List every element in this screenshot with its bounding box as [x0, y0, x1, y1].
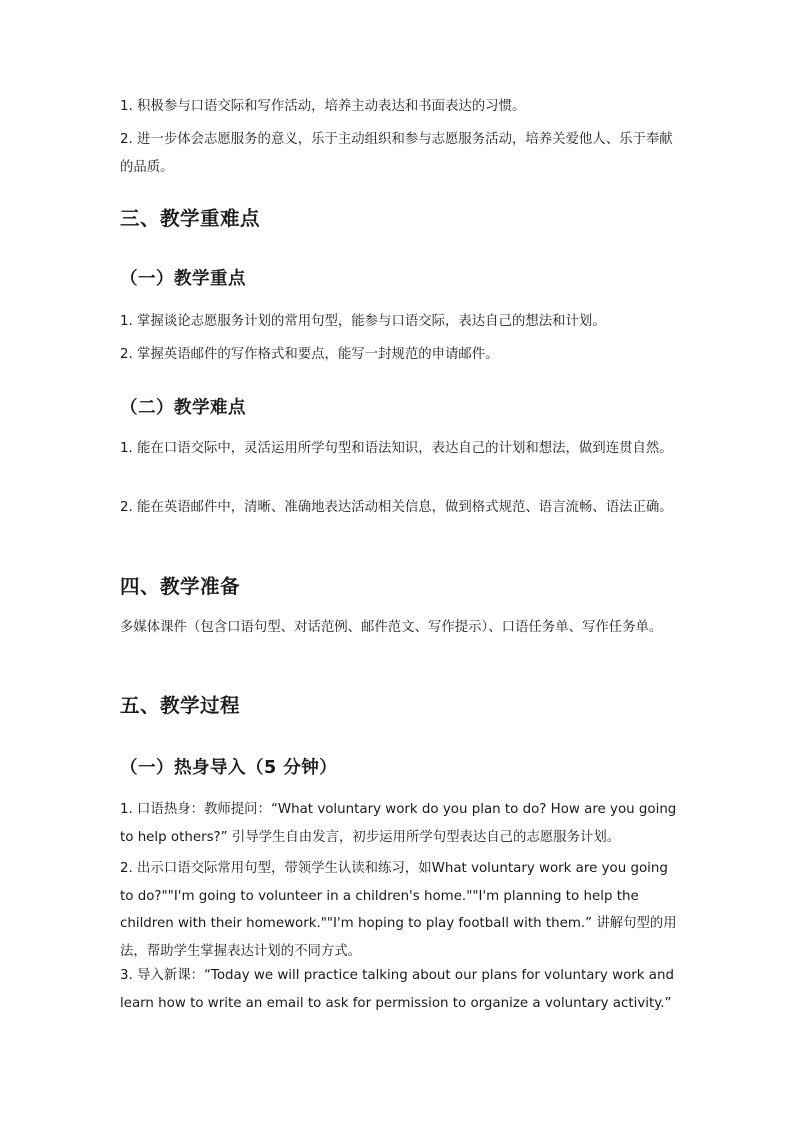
section-heading-4: 四、教学准备 — [120, 575, 241, 598]
warmup-item-1: 1. 口语热身：教师提问：“What voluntary work do you plan to do? How are you going to help others?” 引导学生自由发言，初步运用所学句型表达自己的志愿服务计划。 — [120, 802, 677, 845]
warmup-item-3: 3. 导入新课：“Today we will practice talking about our plans for voluntary work and learn how to write an email to ask for permission to organize a voluntary activity.” — [120, 968, 674, 1011]
section-heading-3: 三、教学重难点 — [120, 207, 261, 230]
warmup-item-2: 2. 出示口语交际常用句型，带领学生认读和练习，如What voluntary work are you going to do?""I'm going to volunteer in a children's home.""I'm planning to help the children with their homework.""I'm hoping to play football with them.” 讲解句型的用法，帮助学生掌握表达计划的不同方式。 — [120, 861, 677, 959]
section-heading-5: 五、教学过程 — [120, 694, 241, 717]
difficult-point-1: 1. 能在口语交际中，灵活运用所学句型和语法知识，表达自己的计划和想法，做到连贯自然。 — [120, 441, 673, 456]
goal-item-1: 1. 积极参与口语交际和写作活动，培养主动表达和书面表达的习惯。 — [120, 99, 526, 114]
subsection-heading-key-points: （一）教学重点 — [120, 269, 246, 289]
subsection-heading-warmup: （一）热身导入（5 分钟） — [120, 758, 338, 778]
key-point-2: 2. 掌握英语邮件的写作格式和要点，能写一封规范的申请邮件。 — [120, 347, 499, 362]
preparation-text: 多媒体课件（包含口语句型、对话范例、邮件范文、写作提示）、口语任务单、写作任务单。 — [120, 620, 663, 635]
goal-item-2: 2. 进一步体会志愿服务的意义，乐于主动组织和参与志愿服务活动，培养关爱他人、乐于奉献的品质。 — [120, 132, 673, 175]
key-point-1: 1. 掌握谈论志愿服务计划的常用句型，能参与口语交际，表达自己的想法和计划。 — [120, 314, 606, 329]
subsection-heading-difficult-points: （二）教学难点 — [120, 398, 246, 418]
difficult-point-2: 2. 能在英语邮件中，清晰、准确地表达活动相关信息，做到格式规范、语言流畅、语法正确。 — [120, 500, 673, 515]
